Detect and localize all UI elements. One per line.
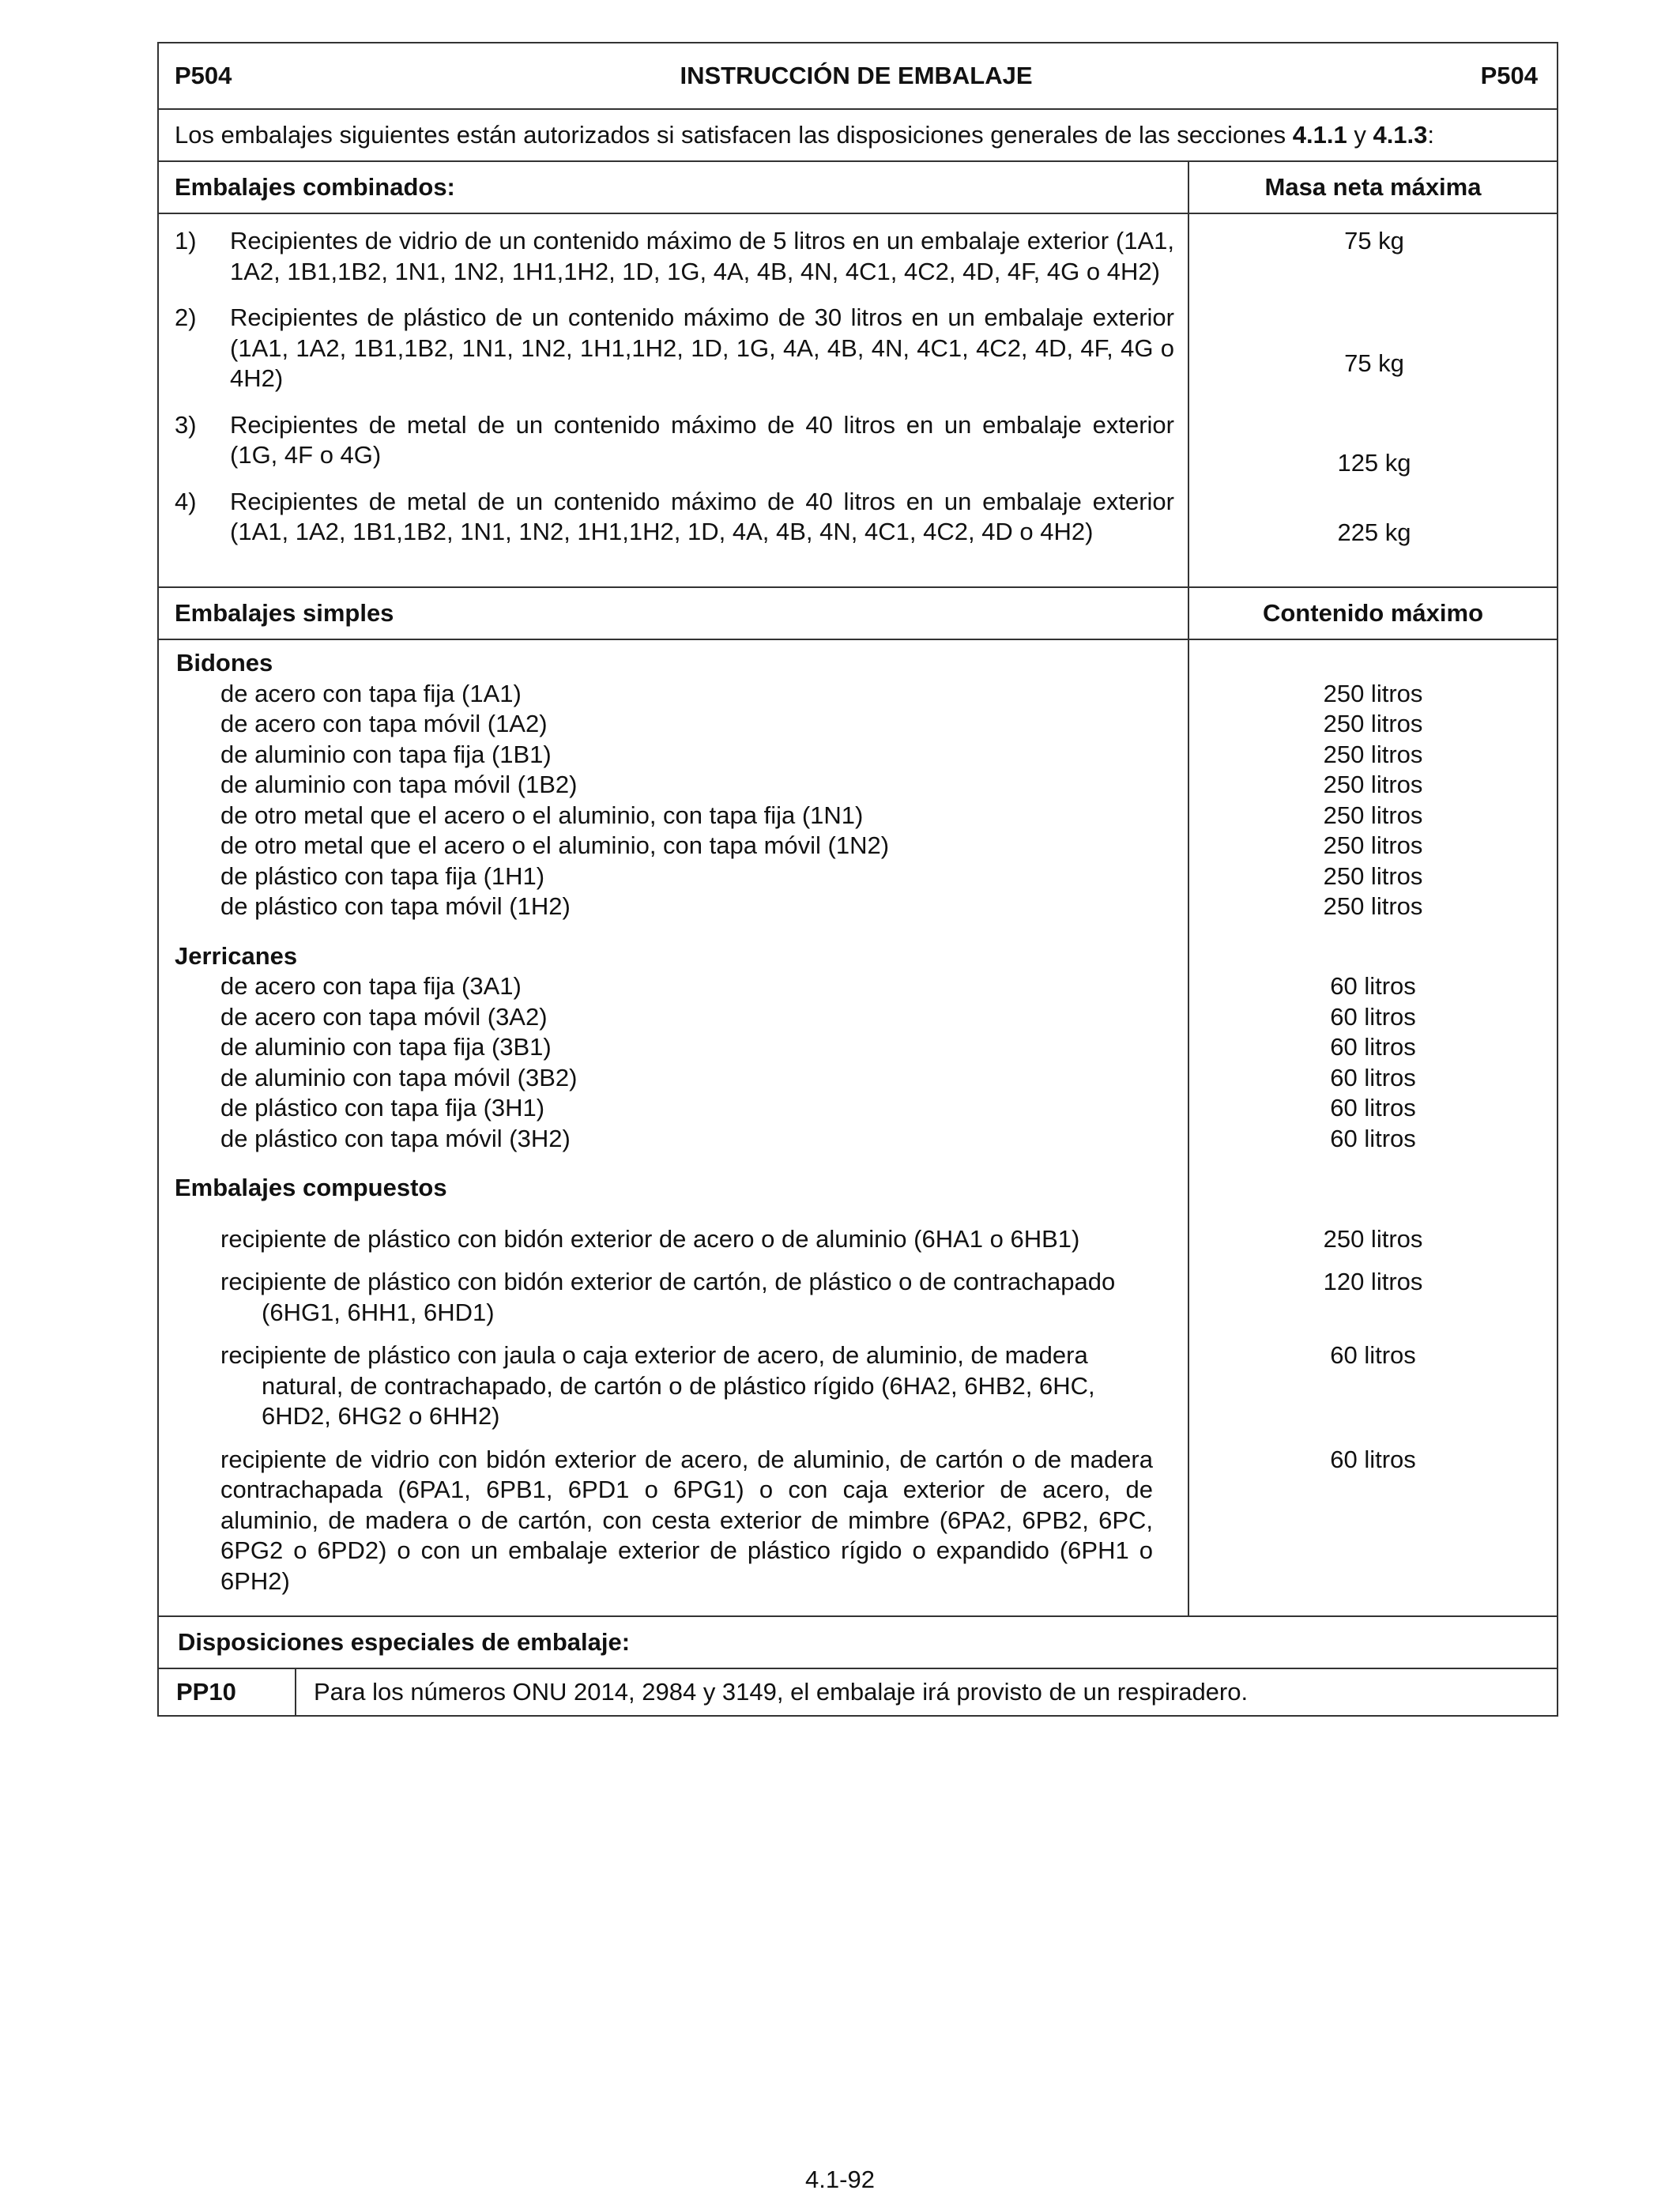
drum-item: de otro metal que el acero o el aluminio, con tapa móvil (1N2): [220, 831, 890, 859]
page-title: INSTRUCCIÓN DE EMBALAJE: [680, 62, 1033, 89]
combined-heading: Embalajes combinados:: [159, 162, 1189, 213]
composite-item: recipiente de plástico con jaula o caja exterior de acero, de aluminio, de madera natural, de contrachapado, de cartón o de plástico rígido (6HA2, 6HB2, 6HC, 6HD2, 6HG2 o 6HH2): [220, 1341, 1095, 1430]
drum-item: de acero con tapa móvil (1A2): [220, 710, 548, 737]
jerrican-item: de plástico con tapa fija (3H1): [220, 1094, 545, 1122]
drum-item: de acero con tapa fija (1A1): [220, 679, 522, 707]
single-header-row: [159, 588, 1557, 640]
jerricans-title: Jerricanes: [175, 941, 298, 970]
drum-value: 250 litros: [1323, 861, 1423, 890]
combined-header-row: [159, 162, 1557, 214]
jerrican-value: 60 litros: [1330, 1063, 1416, 1091]
max-mass-value: 125 kg: [1337, 449, 1411, 477]
jerrican-item: de acero con tapa móvil (3A2): [220, 1002, 548, 1031]
max-content-heading: Contenido máximo: [1262, 599, 1483, 627]
intro-text: Los embalajes siguientes están autorizados si satisfacen las disposiciones generales de las secciones 4.1.1 y 4.1.3:: [175, 121, 1435, 149]
drum-value: 250 litros: [1323, 831, 1423, 859]
drum-value: 250 litros: [1323, 801, 1423, 829]
provision-code: PP10: [159, 1669, 296, 1715]
provision-text: Para los números ONU 2014, 2984 y 3149, el embalaje irá provisto de un respiradero.: [314, 1678, 1249, 1706]
drum-value: 250 litros: [1323, 710, 1423, 737]
composite-value: 120 litros: [1323, 1268, 1423, 1295]
combined-values: [1189, 214, 1557, 586]
list-item: 1) Recipientes de vidrio de un contenido máximo de 5 litros en un embalaje exterior (1A1, 1A2, 1B1,1B2, 1N1, 1N2, 1H1,1H2, 1D, 1G, 4A, 4B, 4N, 4C1, 4C2, 4D, 4F, 4G o 4H2): [175, 227, 1174, 285]
drum-item: de aluminio con tapa móvil (1B2): [220, 771, 578, 798]
composite-value: 60 litros: [1330, 1341, 1416, 1369]
combined-items: [159, 214, 1189, 586]
jerrican-item: de acero con tapa fija (3A1): [220, 972, 522, 1000]
composite-item: recipiente de vidrio con bidón exterior de acero, de aluminio, de cartón o de madera contrachapada (6PA1, 6PB1, 6PD1 o 6PG1) o con caja exterior de acero, de aluminio, de madera o de cartón, con cesta exterior de mimbre (6PA2, 6PB2, 6PC, 6PG2 o 6PD2) o con un embalaje exterior de plástico rígido o expandido (6PH1 o 6PH2): [220, 1445, 1153, 1595]
list-item: 2) Recipientes de plástico de un contenido máximo de 30 litros en un embalaje exterior (1A1, 1A2, 1B1,1B2, 1N1, 1N2, 1H1,1H2, 1D, 1G, 4A, 4B, 4N, 4C1, 4C2, 4D, 4F, 4G o 4H2): [175, 303, 1174, 392]
title-row: [159, 43, 1557, 110]
max-mass-value: 75 kg: [1344, 227, 1404, 254]
packing-instruction-table: [157, 42, 1558, 1717]
drum-value: 250 litros: [1323, 892, 1423, 920]
instruction-code-right: P504: [1480, 62, 1538, 89]
drum-item: de aluminio con tapa fija (1B1): [220, 740, 552, 768]
single-heading: Embalajes simples: [159, 588, 1189, 639]
intro-row: [159, 110, 1557, 162]
jerrican-item: de plástico con tapa móvil (3H2): [220, 1124, 571, 1152]
drum-item: de plástico con tapa móvil (1H2): [220, 892, 571, 920]
drum-value: 250 litros: [1323, 740, 1423, 768]
jerrican-item: de aluminio con tapa fija (3B1): [220, 1033, 552, 1061]
drum-value: 250 litros: [1323, 679, 1423, 707]
drum-item: de plástico con tapa fija (1H1): [220, 861, 545, 890]
jerrican-value: 60 litros: [1330, 1033, 1416, 1061]
special-provision-row: [159, 1669, 1557, 1715]
single-body-row: [159, 640, 1557, 1617]
single-items: [159, 640, 1189, 1615]
instruction-code-left: P504: [175, 62, 232, 89]
jerrican-item: de aluminio con tapa móvil (3B2): [220, 1063, 578, 1091]
composite-item: recipiente de plástico con bidón exterior de cartón, de plástico o de contrachapado (6HG1, 6HH1, 6HD1): [220, 1268, 1116, 1326]
page-number: 4.1-92: [805, 2166, 875, 2193]
jerrican-value: 60 litros: [1330, 1002, 1416, 1031]
composite-title: Embalajes compuestos: [175, 1174, 447, 1201]
composite-item: recipiente de plástico con bidón exterior de acero o de aluminio (6HA1 o 6HB1): [220, 1224, 1080, 1253]
jerrican-value: 60 litros: [1330, 1124, 1416, 1152]
drum-item: de otro metal que el acero o el aluminio, con tapa fija (1N1): [220, 801, 864, 829]
jerrican-value: 60 litros: [1330, 972, 1416, 1000]
max-net-mass-heading: Masa neta máxima: [1264, 173, 1482, 201]
drum-value: 250 litros: [1323, 771, 1423, 798]
combined-body-row: [159, 214, 1557, 588]
special-provisions-heading: Disposiciones especiales de embalaje:: [159, 1617, 1557, 1669]
list-item: 3) Recipientes de metal de un contenido máximo de 40 litros en un embalaje exterior (1G, 4F o 4G): [175, 410, 1174, 469]
single-values: [1189, 640, 1557, 1615]
max-mass-value: 75 kg: [1344, 349, 1404, 377]
composite-value: 250 litros: [1323, 1224, 1423, 1253]
drums-title: Bidones: [176, 649, 273, 677]
list-item: 4) Recipientes de metal de un contenido máximo de 40 litros en un embalaje exterior (1A1, 1A2, 1B1,1B2, 1N1, 1N2, 1H1,1H2, 1D, 4A, 4B, 4N, 4C1, 4C2, 4D o 4H2): [175, 487, 1174, 545]
max-mass-value: 225 kg: [1337, 518, 1411, 546]
jerrican-value: 60 litros: [1330, 1094, 1416, 1122]
composite-value: 60 litros: [1330, 1445, 1416, 1473]
